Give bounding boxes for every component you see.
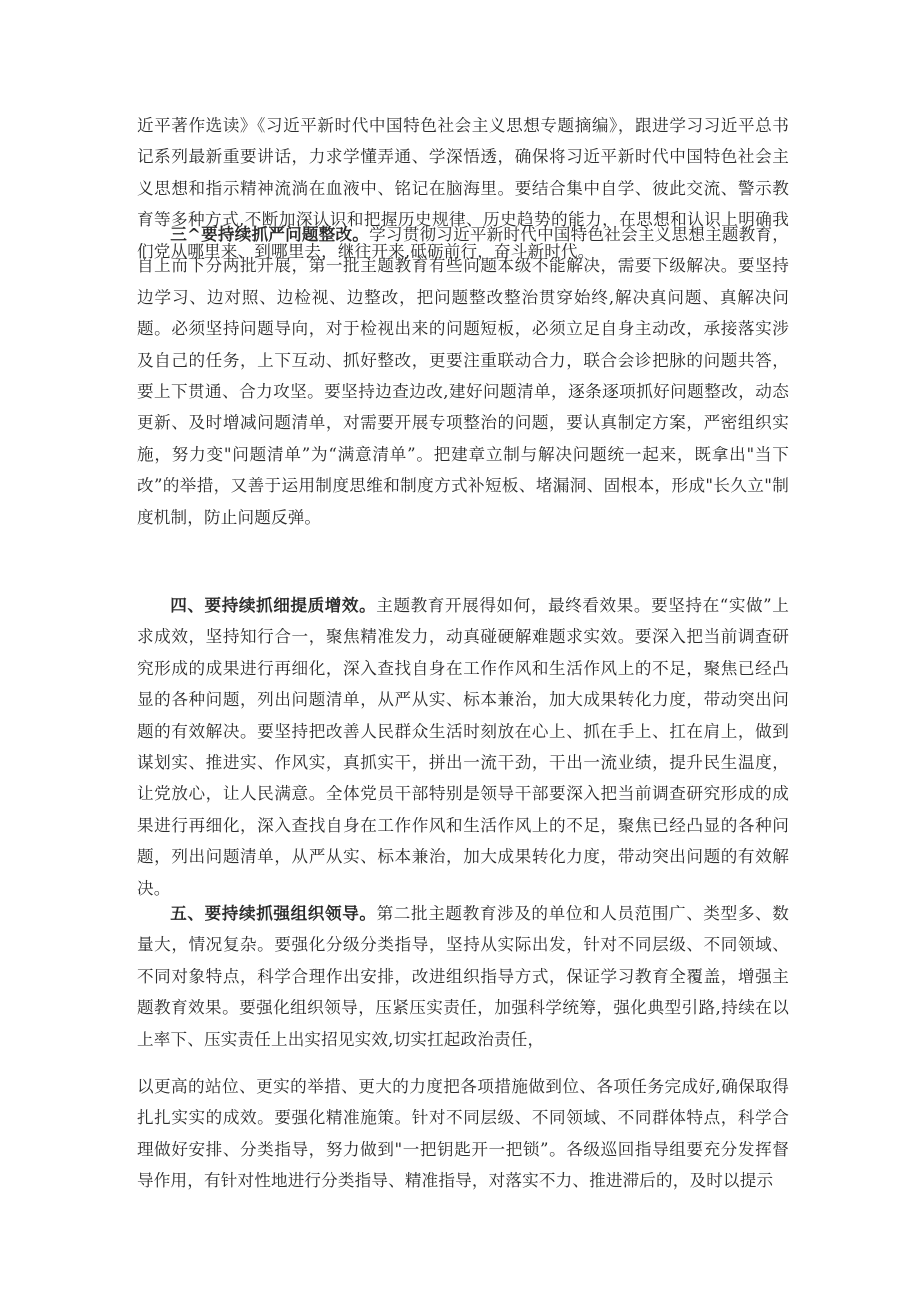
paragraph-section-5: [137, 898, 789, 1055]
paragraph-text: 以更高的站位、更实的举措、更大的力度把各项措施做到位、各项任务完成好,确保取得扎扎实实的成效。要强化精准施策。针对不同层级、不同领域、不同群体特点，科学合理做好安排、分类指导，努力做到"一把钥匙开一把锁”。各级巡回指导组要充分发挥督导作用，有针对性地进行分类指导、精准指导，对落实不力、推进滞后的，及时以提示: [137, 1077, 789, 1191]
paragraph-text: 主题教育开展得如何，最终看效果。要坚持在“实做”上求成效，坚持知行合一，聚焦精准发力，动真碰硬解难题求实效。要深入把当前调查研究形成的成果进行再细化，深入查找自身在工作作风和生活作风上的不足，聚焦已经凸显的各种问题，列出问题清单，从严从实、标本兼治，加大成果转化力度，带动突出问题的有效解决。要坚持把改善人民群众生活时刻放在心上、抓在手上、扛在肩上，做到谋划实、推进实、作风实，真抓实干，拼出一流干劲，干出一流业绩，提升民生温度，让党放心，让人民满意。全体党员干部特别是领导干部要深入把当前调查研究形成的成果进行再细化，深入查找自身在工作作风和生活作风上的不足，聚焦已经凸显的各种问题，列出问题清单，从严从实、标本兼治，加大成果转化力度，带动突出问题的有效解决。: [137, 596, 789, 898]
paragraph-section-4: [137, 590, 789, 904]
section-heading-4: 四、要持续抓细提质增效。: [170, 595, 377, 615]
paragraph-continuation-2: [137, 1071, 789, 1197]
section-heading-5: 五、要持续抓强组织领导。: [170, 903, 377, 923]
paragraph-text: 学习贯彻习近平新时代中国特色社会主义思想主题教育，自上而下分两批开展，第一批主题教育有些问题本级不能解决，需要下级解决。要坚持边学习、边对照、边检视、边整改，把问题整改整治贯穿始终,解决真问题、真解决问题。必须坚持问题导向，对于检视出来的问题短板，必须立足自身主动改，承接落实涉及自己的任务，上下互动、抓好整改，更要注重联动合力，联合会诊把脉的问题共答，要上下贯通、合力攻坚。要坚持边查边改,建好问题清单，逐条逐项抓好问题整改，动态更新、及时增减问题清单，对需要开展专项整治的问题，要认真制定方案，严密组织实施，努力变"问题清单”为“满意清单”。把建章立制与解决问题统一起来，既拿出"当下改”的举措，又善于运用制度思维和制度方式补短板、堵漏洞、固根本，形成"长久立"制度机制，防止问题反弹。: [137, 225, 790, 527]
paragraph-text: 第二批主题教育涉及的单位和人员范围广、类型多、数量大，情况复杂。要强化分级分类指导，坚持从实际出发，针对不同层级、不同领域、不同对象特点，科学合理作出安排，改进组织指导方式，保证学习教育全覆盖，增强主题教育效果。要强化组织领导，压紧压实责任，加强科学统筹，强化典型引路,持续在以上率下、压实责任上出实招见实效,切实扛起政治责任，: [137, 904, 789, 1049]
paragraph-section-3: [137, 219, 789, 533]
section-heading-3: 三^要持续抓严问题整改。: [170, 224, 370, 244]
paragraph-text: 近平著作选读》《习近平新时代中国特色社会主义思想专题摘编》，跟进学习习近平总书记系列最新重要讲话，力求学懂弄通、学深悟透，确保将习近平新时代中国特色社会主义思想和指示精神流淌在血液中、铭记在脑海里。要结合集中自学、彼此交流、警示教育等多种方式,不断加深认识和把握历史规律、历史趋势的能力，在思想和认识上明确我们党从哪里来、到哪里去，继往开来,砥砺前行，奋斗新时代。: [137, 116, 789, 261]
